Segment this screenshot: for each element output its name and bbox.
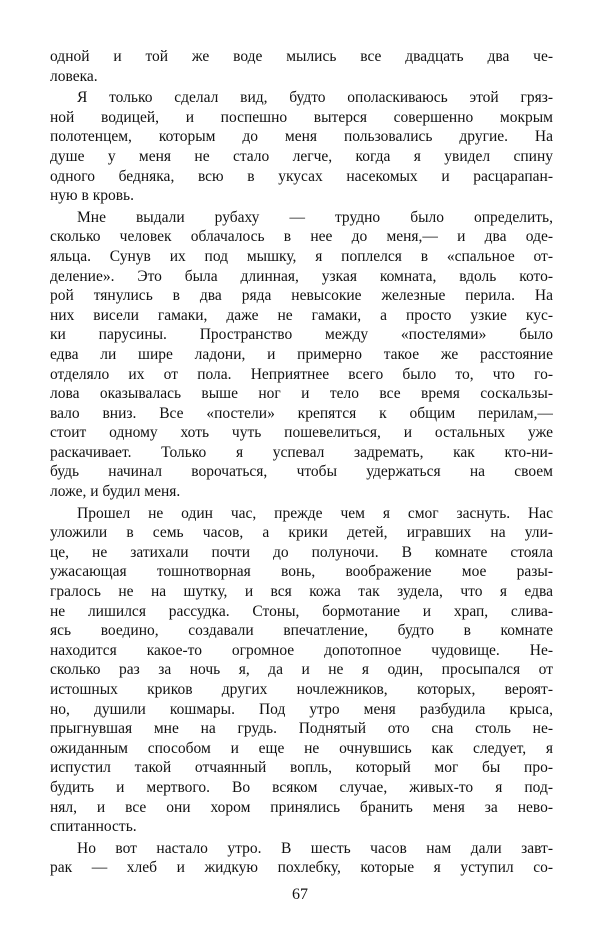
text-line: ловека. <box>50 67 98 85</box>
text-line: Но вот настало утро. В шесть часов нам дали завт- <box>77 839 553 857</box>
text-line: нял, и все они хором принялись бранить меня за нево- <box>50 798 553 816</box>
text-line: рой тянулись в два ряда невысокие железные перила. На <box>50 287 553 305</box>
text-line: рак — хлеб и жидкую похлебку, которые я уступил со- <box>50 859 553 877</box>
text-line: будь начинал ворочаться, чтобы удержаться на своем <box>50 463 553 481</box>
text-line: вало вниз. Все «постели» крепятся к общим перилам,— <box>50 404 553 422</box>
paragraph <box>50 208 553 502</box>
text-line: уложили в семь часов, а крики детей, игравших на ули- <box>50 524 553 542</box>
text-line: не лишился рассудка. Стоны, бормотание и храп, слива- <box>50 602 553 620</box>
text-line: душе у меня не стало легче, когда я увидел спину <box>50 147 553 165</box>
page-number: 67 <box>292 886 308 903</box>
text-line: Мне выдали рубаху — трудно было определить, <box>77 208 553 226</box>
paragraph <box>50 839 553 878</box>
text-line: сколько раз за ночь я, да и не я один, просыпался от <box>50 661 553 679</box>
paragraph <box>50 88 553 206</box>
text-line: ожиданным способом и еще не очнувшись как следует, я <box>50 739 553 757</box>
text-line: яльца. Сунув их под мышку, я поплелся в «спальное от- <box>50 247 553 265</box>
text-line: ясь воедино, создавали впечатление, будто в комнате <box>50 622 553 640</box>
text-line: находится какое-то огромное допотопное чудовище. Не- <box>50 641 553 659</box>
text-line: лова оказывалась выше ног и тело все время соскальзы- <box>50 385 553 403</box>
text-line: Прошел не один час, прежде чем я смог заснуть. Нас <box>77 504 553 522</box>
text-line: истошных криков других ночлежников, которых, вероят- <box>50 681 553 698</box>
text-line: испустил такой отчаянный вопль, который мог бы про- <box>50 759 553 777</box>
text-line: сколько человек облачалось в нее до меня,— и два оде- <box>50 228 553 246</box>
text-line: гралось не на шутку, и вся кожа так зудела, что я едва <box>50 583 553 601</box>
text-line: одной и той же воде мылись все двадцать два че- <box>50 48 553 65</box>
text-line: Я только сделал вид, будто ополаскиваюсь этой гряз- <box>77 89 553 107</box>
text-line: одного бедняка, всю в укусах насекомых и расцарапан- <box>50 167 553 185</box>
text-line: ки парусины. Пространство между «постелями» было <box>50 326 553 344</box>
text-line: ную в кровь. <box>50 187 134 205</box>
text-line: ной водицей, и поспешно вытерся совершенно мокрым <box>50 108 553 126</box>
text-line: полотенцем, которым до меня пользовались другие. На <box>50 128 553 146</box>
text-line: ужасающая тошнотворная вонь, воображение мое разы- <box>50 563 553 581</box>
text-line: но, душили кошмары. Под утро меня разбудила крыса, <box>50 700 553 718</box>
text-line: прыгнувшая мне на грудь. Поднятый ото сна столь не- <box>50 720 553 738</box>
text-line: спитанность. <box>50 818 137 836</box>
text-line: будить и мертвого. Во всяком случае, живых-то я под- <box>50 778 553 796</box>
paragraph <box>50 504 553 837</box>
page-body-text <box>50 47 553 878</box>
text-line: деление». Это была длинная, узкая комната, вдоль кото- <box>50 267 553 285</box>
text-line: ложе, и будил меня. <box>50 483 181 501</box>
text-line: стоит одному хоть чуть пошевелиться, и остальных уже <box>50 424 553 442</box>
text-line: це, не затихали почти до полуночи. В комнате стояла <box>50 543 553 561</box>
text-line: едва ли шире ладони, и примерно такое же расстояние <box>50 345 553 363</box>
text-line: раскачивает. Только я успевал задремать, как кто-ни- <box>50 443 553 461</box>
text-line: отделяло их от пола. Неприятнее всего было то, что го- <box>50 365 553 383</box>
paragraph <box>50 47 553 86</box>
text-line: них висели гамаки, даже не гамаки, а просто узкие кус- <box>50 306 553 324</box>
